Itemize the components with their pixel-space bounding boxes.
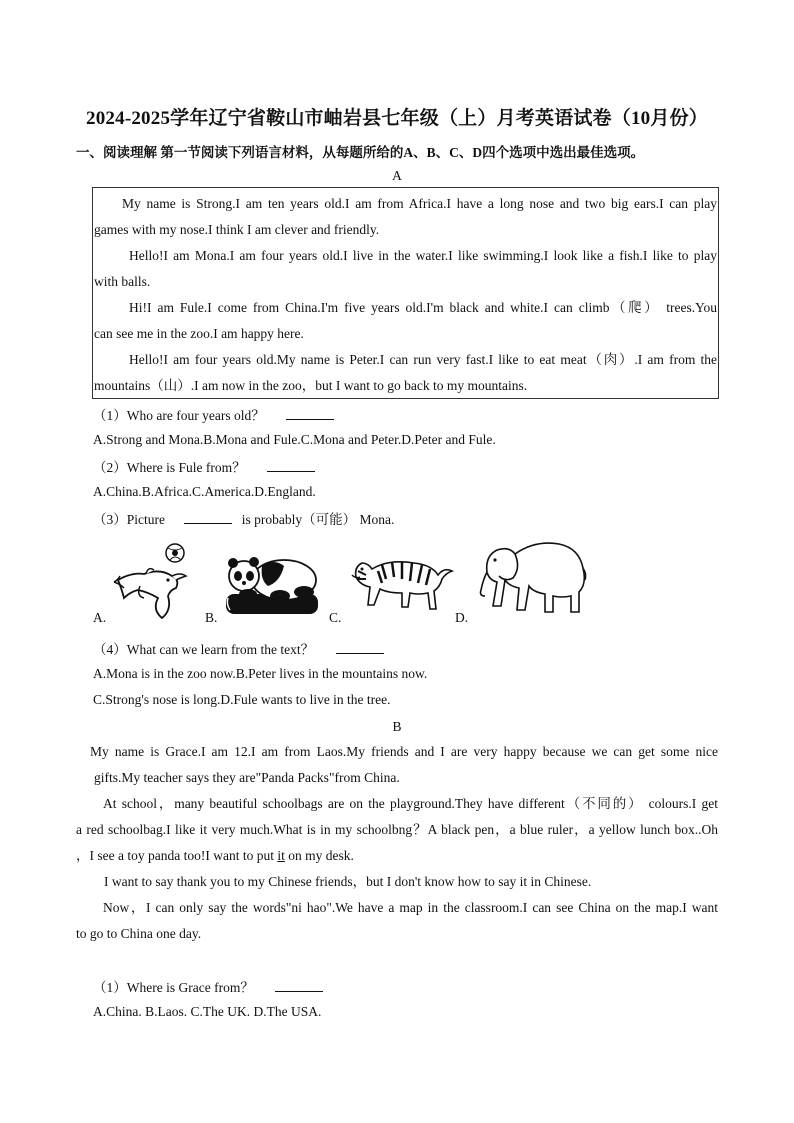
panda-picture[interactable] [222,552,322,622]
passage-b-text: ，I see a toy panda too!I want to put [76,848,274,863]
elephant-picture[interactable] [475,540,590,620]
tiger-picture[interactable] [348,549,456,619]
pic-label-c: C. [329,610,342,625]
question-b1-options: A.China. B.Laos. C.The UK. D.The USA. [93,1004,322,1019]
passage-a-line: mountains（山）.I am now in the zoo，but I want to go back to my mountains. [94,378,528,393]
question-stem-tail: is probably（可能） Mona. [241,512,395,527]
question-a2 [93,459,315,475]
question-a3 [93,511,394,527]
pic-label-d: D. [455,610,469,625]
passage-a-line: with balls. [94,274,151,289]
question-a2-options: A.China.B.Africa.C.America.D.England. [93,484,316,499]
pic-label-a: A. [93,610,107,625]
passage-b-line [76,849,354,863]
passage-b-line: a red schoolbag.I like it very much.What is in my schoolbng？A black pen，a blue ruler，a yellow lunch box..Oh [76,822,718,837]
answer-blank[interactable] [184,511,232,524]
question-a4-options: C.Strong's nose is long.D.Fule wants to live in the tree. [93,692,391,707]
question-a1-options: A.Strong and Mona.B.Mona and Fule.C.Mona and Peter.D.Peter and Fule. [93,432,496,447]
question-a4 [93,641,384,657]
passage-b-line: I want to say thank you to my Chinese friends，but I don't know how to say it in Chinese. [104,874,592,889]
passage-a-line: can see me in the zoo.I am happy here. [94,326,304,341]
answer-blank[interactable] [275,979,323,992]
question-stem: （1）Who are four years old？ [93,408,265,423]
answer-blank[interactable] [267,459,315,472]
question-a4-options: A.Mona is in the zoo now.B.Peter lives in the mountains now. [93,666,428,681]
passage-b-line: At school，many beautiful schoolbags are on the playground.They have different（不同的） colours.I get [103,796,718,811]
passage-b-line: gifts.My teacher says they are"Panda Packs"from China. [94,770,400,785]
question-b1 [93,979,323,995]
passage-a-line: Hi!I am Fule.I come from China.I'm five years old.I'm black and white.I can climb（爬） trees.You [129,300,717,315]
question-stem: （2）Where is Fule from？ [93,460,246,475]
passage-a-line: Hello!I am four years old.My name is Peter.I can run very fast.I like to eat meat（肉）.I am from the [129,352,717,367]
passage-b-line: to go to China one day. [76,926,202,941]
answer-blank[interactable] [336,641,384,654]
passage-a-line: My name is Strong.I am ten years old.I am from Africa.I have a long nose and two big ears.I can play [122,196,717,211]
passage-a-label: A [392,168,402,183]
answer-blank[interactable] [286,407,334,420]
pic-label-b: B. [205,610,218,625]
passage-a-box [92,187,719,399]
exam-title: 2024-2025学年辽宁省鞍山市岫岩县七年级（上）月考英语试卷（10月份） [86,108,708,129]
passage-b-label: B [392,719,402,734]
question-a1 [93,407,334,423]
passage-b-line: Now，I can only say the words"ni hao".We have a map in the classroom.I can see China on the map.I want [103,900,718,915]
passage-a-line: Hello!I am Mona.I am four years old.I live in the water.I like swimming.I look like a fish.I like to play [129,248,717,263]
question-stem: （4）What can we learn from the text？ [93,642,315,657]
question-stem: （3）Picture [93,512,165,527]
passage-b-line: My name is Grace.I am 12.I am from Laos.My friends and I are very happy because we can get some nice [90,744,718,759]
dolphin-picture[interactable] [110,540,195,622]
question-stem: （1）Where is Grace from？ [93,980,254,995]
passage-b-text: on my desk. [288,848,354,863]
underlined-word: it [277,848,285,863]
section-heading: 一、阅读理解 第一节阅读下列语言材料，从每题所给的A、B、C、D四个选项中选出最佳选项。 [76,145,645,160]
passage-a-line: games with my nose.I think I am clever and friendly. [94,222,380,237]
